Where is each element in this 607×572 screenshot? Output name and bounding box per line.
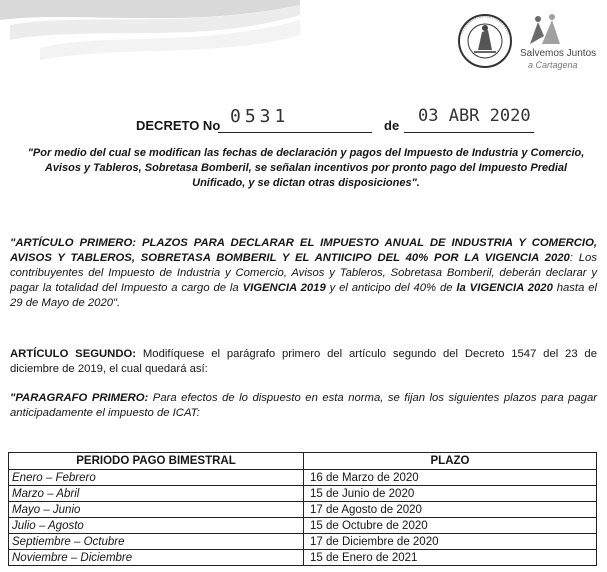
plazo-cell: 15 de Junio de 2020 bbox=[304, 486, 597, 502]
figures-icon bbox=[524, 14, 564, 46]
column-header-periodo: PERIODO PAGO BIMESTRAL bbox=[9, 453, 304, 470]
decree-number: 0531 bbox=[230, 106, 290, 127]
brand-line-1: Salvemos Juntos bbox=[520, 48, 597, 59]
table-row bbox=[9, 550, 597, 566]
periodo-cell: Enero – Febrero bbox=[9, 470, 304, 486]
periodo-cell: Julio – Agosto bbox=[9, 518, 304, 534]
articulo-primero-body-2: y el anticipo del 40% de bbox=[325, 282, 457, 294]
periodo-cell: Mayo – Junio bbox=[9, 502, 304, 518]
table-row bbox=[9, 502, 597, 518]
articulo-primero bbox=[10, 236, 597, 311]
periodo-cell: Septiembre – Octubre bbox=[9, 534, 304, 550]
decree-label: DECRETO No bbox=[136, 118, 221, 133]
salvemos-juntos-logo bbox=[520, 14, 600, 74]
decree-subject: "Por medio del cual se modifican las fechas de declaración y pagos del Impuesto de Industria y Comercio, Avisos y Tableros, Sobretasa Bomberil, se señalan incentivos por pronto pago del Impuesto Predial Unificado, y se dictan otras disposiciones". bbox=[27, 147, 585, 189]
paragrafo-primero bbox=[10, 391, 597, 421]
decree-number-field bbox=[218, 106, 372, 133]
table-row bbox=[9, 470, 597, 486]
articulo-segundo bbox=[10, 347, 597, 377]
articulo-segundo-heading: ARTÍCULO SEGUNDO: bbox=[10, 348, 137, 360]
plazo-cell: 16 de Marzo de 2020 bbox=[304, 470, 597, 486]
header-swoosh bbox=[0, 0, 300, 70]
plazos-table bbox=[8, 452, 597, 566]
plazo-cell: 17 de Diciembre de 2020 bbox=[304, 534, 597, 550]
decree-date-label: de bbox=[384, 118, 400, 133]
plazo-cell: 17 de Agosto de 2020 bbox=[304, 502, 597, 518]
brand-line-2: a Cartagena bbox=[528, 60, 578, 70]
plazo-cell: 15 de Enero de 2021 bbox=[304, 550, 597, 566]
table-row bbox=[9, 486, 597, 502]
articulo-primero-body: : Los contribuyentes del Impuesto de Industria y Comercio, Avisos y Tableros, Sobretasa Bomberil, deberán declarar y pagar la totalidad del Impuesto a cargo de la bbox=[10, 252, 597, 294]
table-header-row bbox=[9, 453, 597, 470]
decree-date-field bbox=[404, 106, 534, 133]
table-row bbox=[9, 518, 597, 534]
articulo-primero-bold-2: la VIGENCIA 2020 bbox=[456, 282, 553, 294]
plazo-cell: 15 de Octubre de 2020 bbox=[304, 518, 597, 534]
periodo-cell: Marzo – Abril bbox=[9, 486, 304, 502]
table-row bbox=[9, 534, 597, 550]
city-seal-logo bbox=[456, 12, 514, 72]
column-header-plazo: PLAZO bbox=[304, 453, 597, 470]
decree-heading bbox=[136, 106, 556, 136]
paragrafo-primero-body: Para efectos de lo dispuesto en esta norma, se fijan los siguientes plazos para pagar anticipadamente el impuesto de ICAT: bbox=[10, 392, 597, 419]
articulo-primero-heading: "ARTÍCULO PRIMERO: PLAZOS PARA DECLARAR EL IMPUESTO ANUAL DE INDUSTRIA Y COMERCIO, AVISOS Y TABLEROS, SOBRETASA BOMBERIL Y EL ANTIICIPO DEL 40% POR LA VIGENCIA 2020 bbox=[10, 237, 597, 264]
decree-date: 03 ABR 2020 bbox=[418, 106, 531, 126]
periodo-cell: Noviembre – Diciembre bbox=[9, 550, 304, 566]
paragrafo-primero-heading: "PARAGRAFO PRIMERO: bbox=[10, 392, 149, 404]
articulo-segundo-body: Modifíquese el parágrafo primero del artículo segundo del Decreto 1547 del 23 de diciembre de 2019, el cual quedará así: bbox=[10, 348, 597, 375]
articulo-primero-bold-1: VIGENCIA 2019 bbox=[242, 282, 326, 294]
articulo-primero-body-3: hasta el 29 de Mayo de 2020". bbox=[10, 282, 598, 309]
